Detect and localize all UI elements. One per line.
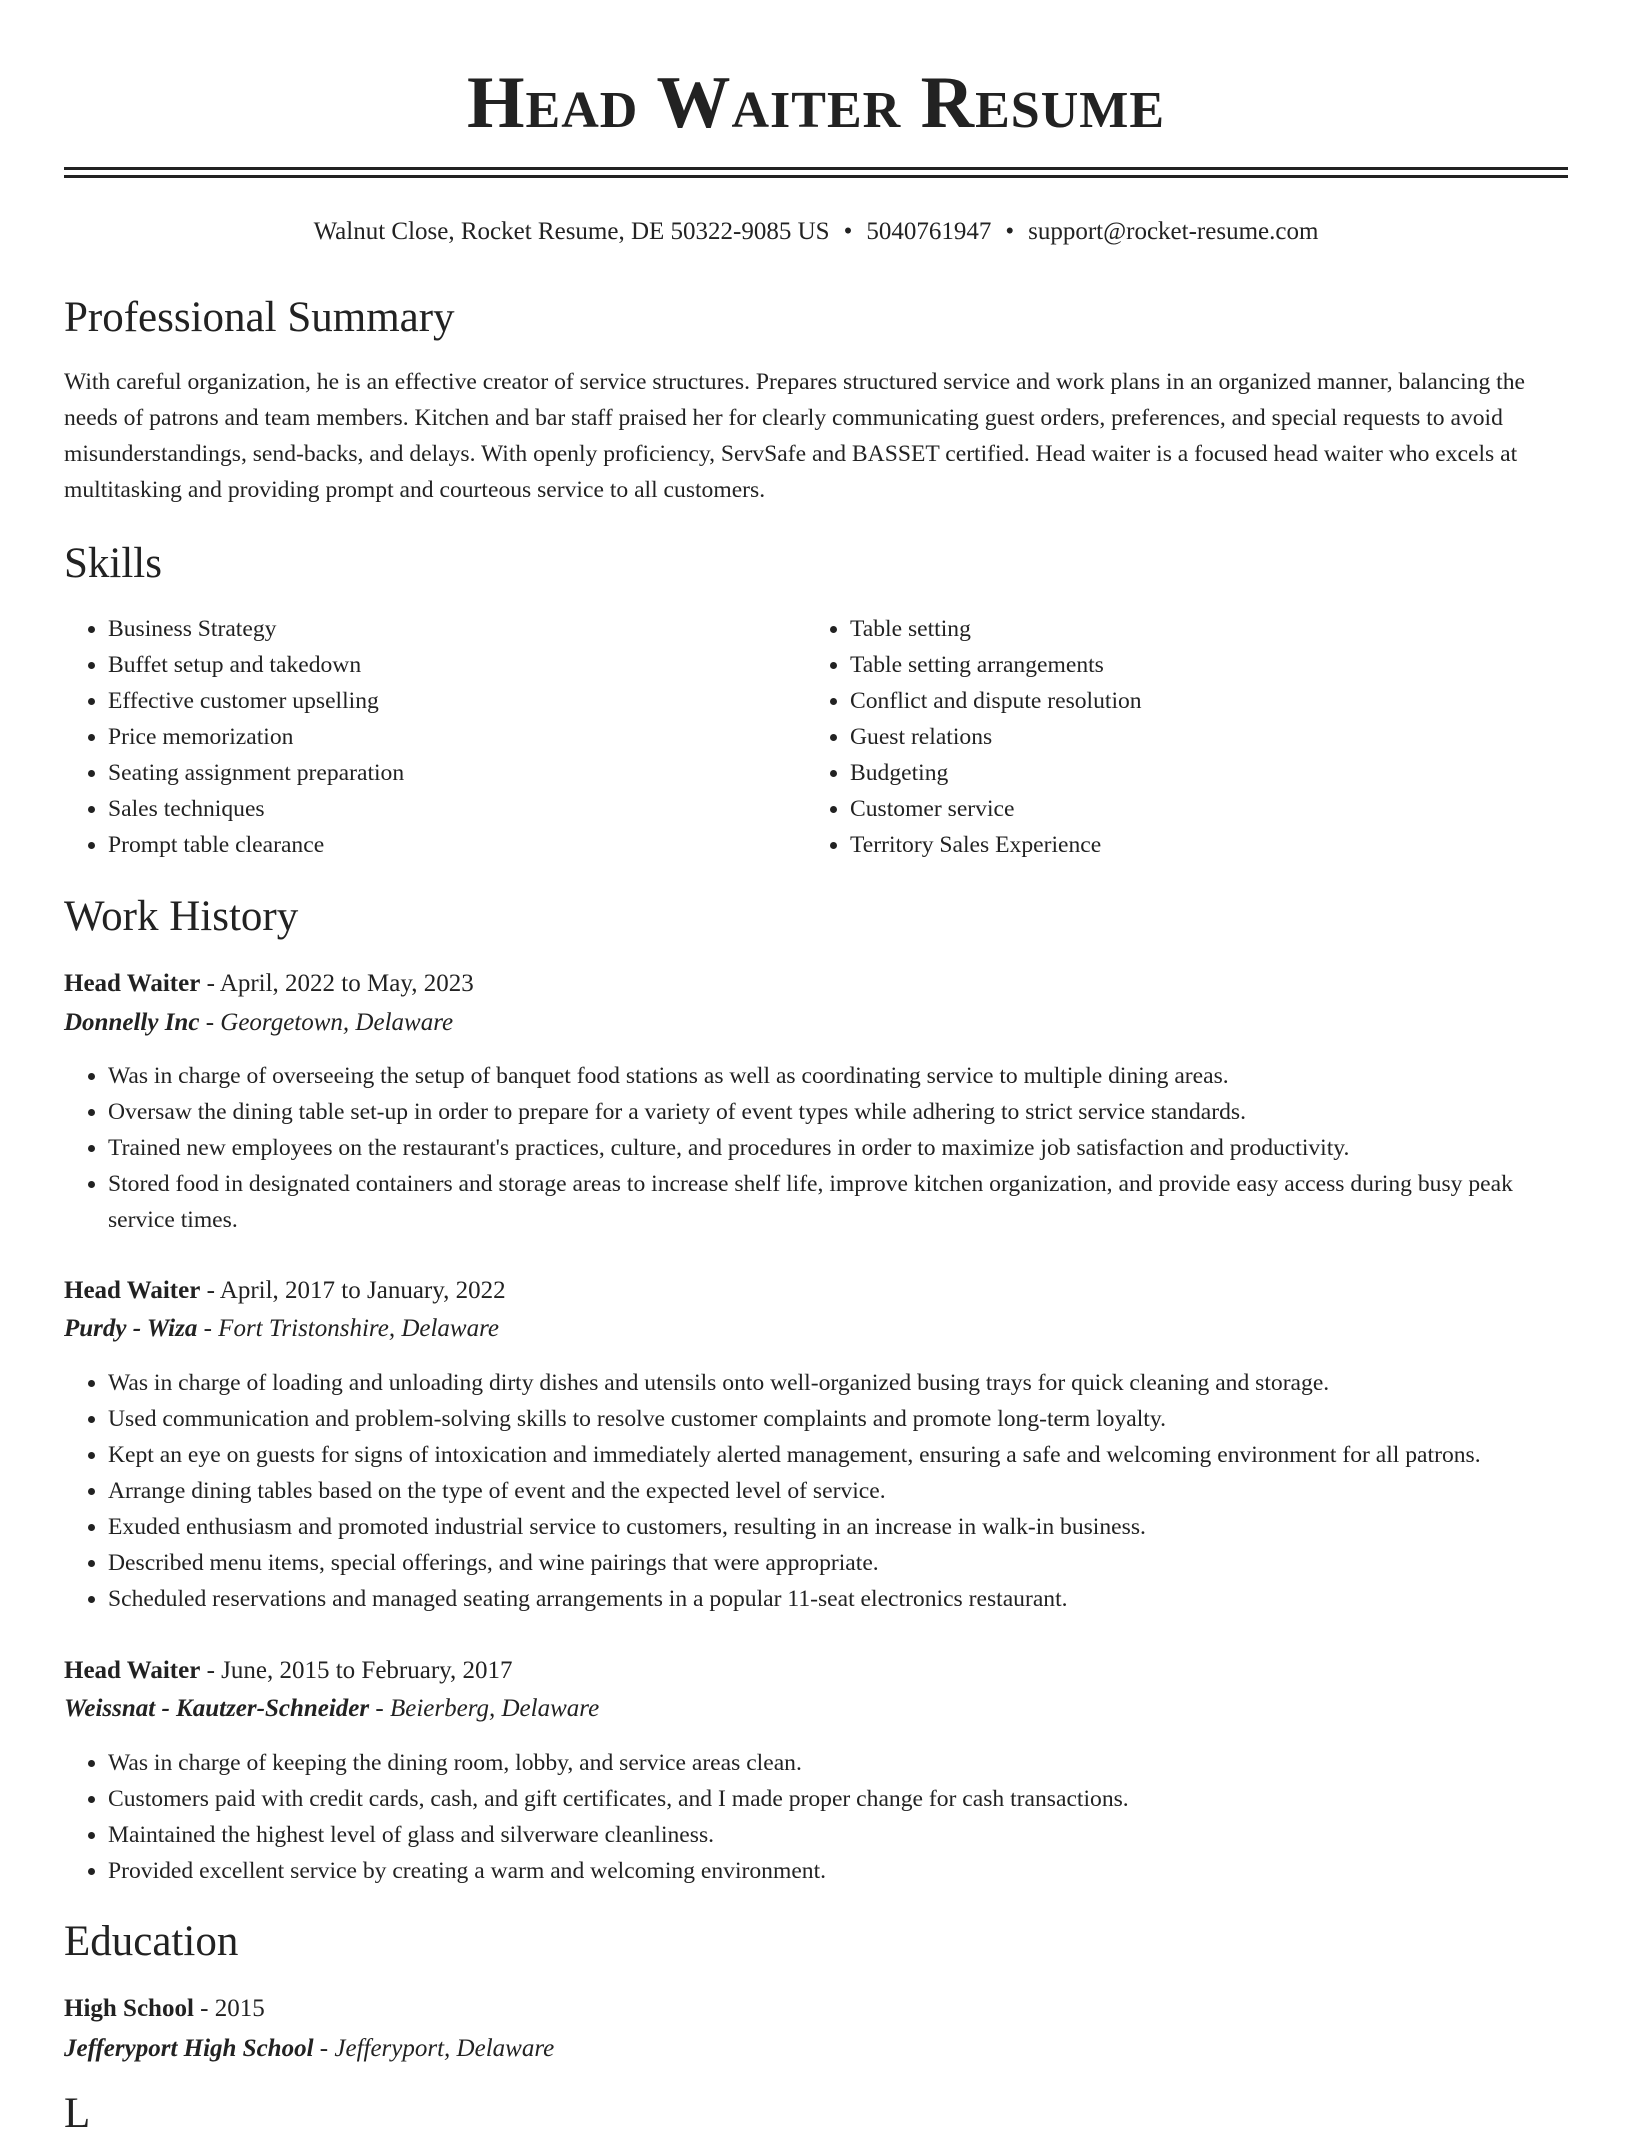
job-company: Donnelly Inc <box>64 1009 200 1036</box>
job-bullet: • Was in charge of keeping the dining room, lobby, and service areas clean. <box>108 1745 1568 1781</box>
job-bullet: • Was in charge of loading and unloading dirty dishes and utensils onto well-organized busing trays for quick cleaning and storage. <box>108 1365 1568 1401</box>
contact-address: Walnut Close, Rocket Resume, DE 50322-9085 US <box>313 218 830 245</box>
job-location: - Fort Tristonshire, Delaware <box>197 1315 499 1342</box>
contact-line <box>64 212 1568 252</box>
skill-item: • Customer service <box>850 791 1550 827</box>
skills-heading: Skills <box>64 540 162 587</box>
job-title: Head Waiter <box>64 970 201 997</box>
title-rule-top <box>64 167 1568 170</box>
skill-item: • Seating assignment preparation <box>108 755 798 791</box>
skill-item: • Business Strategy <box>108 611 798 647</box>
skill-item: • Sales techniques <box>108 791 798 827</box>
education-degree-line <box>64 1989 265 2029</box>
job-bullet: • Was in charge of overseeing the setup of banquet food stations as well as coordinating service to multiple dining areas. <box>108 1058 1568 1094</box>
job-company: Weissnat - Kautzer-Schneider <box>64 1695 370 1722</box>
job-bullet: • Customers paid with credit cards, cash, and gift certificates, and I made proper change for cash transactions. <box>108 1781 1568 1817</box>
next-section-heading: L <box>64 2090 91 2137</box>
job-title-line <box>64 1271 506 1311</box>
skill-item: • Table setting arrangements <box>850 647 1550 683</box>
job-title-line <box>64 964 474 1004</box>
job-company-line <box>64 1689 599 1729</box>
job-title: Head Waiter <box>64 1277 201 1304</box>
skill-item: • Prompt table clearance <box>108 827 798 863</box>
skill-item: • Buffet setup and takedown <box>108 647 798 683</box>
job-bullet: • Arrange dining tables based on the type of event and the expected level of service. <box>108 1473 1568 1509</box>
job-title: Head Waiter <box>64 1657 201 1684</box>
job-dates: - June, 2015 to February, 2017 <box>200 1657 513 1684</box>
job-bullet: • Stored food in designated containers and storage areas to increase shelf life, improve kitchen organization, and provide easy access during busy peak service times. <box>108 1166 1568 1238</box>
education-heading: Education <box>64 1918 239 1965</box>
job-bullet: • Described menu items, special offerings, and wine pairings that were appropriate. <box>108 1545 1568 1581</box>
contact-email: support@rocket-resume.com <box>1028 218 1319 245</box>
job-title-line <box>64 1651 513 1691</box>
contact-separator: • <box>1005 218 1015 245</box>
job-bullet: • Used communication and problem-solving skills to resolve customer complaints and promote long-term loyalty. <box>108 1401 1568 1437</box>
education-location: - Jefferyport, Delaware <box>313 2035 555 2062</box>
job-bullet: • Trained new employees on the restaurant's practices, culture, and procedures in order to maximize job satisfaction and productivity. <box>108 1130 1568 1166</box>
title-rule-bottom <box>64 175 1568 178</box>
summary-heading: Professional Summary <box>64 294 455 341</box>
education-school-line <box>64 2029 554 2069</box>
job-location: - Georgetown, Delaware <box>199 1009 454 1036</box>
job-dates: - April, 2017 to January, 2022 <box>200 1277 506 1304</box>
job-company-line <box>64 1003 453 1043</box>
job-bullets <box>64 1745 1568 1889</box>
job-company-line <box>64 1309 499 1349</box>
skill-item: • Conflict and dispute resolution <box>850 683 1550 719</box>
job-bullet: • Oversaw the dining table set-up in order to prepare for a variety of event types while adhering to strict service standards. <box>108 1094 1568 1130</box>
work-heading: Work History <box>64 893 299 940</box>
skill-item: • Price memorization <box>108 719 798 755</box>
job-location: - Beierberg, Delaware <box>369 1695 600 1722</box>
job-dates: - April, 2022 to May, 2023 <box>200 970 474 997</box>
job-bullets <box>64 1365 1568 1617</box>
skill-item: • Territory Sales Experience <box>850 827 1550 863</box>
job-company: Purdy - Wiza <box>64 1315 198 1342</box>
skills-list-left <box>64 611 798 863</box>
job-bullets <box>64 1058 1568 1238</box>
education-degree: High School <box>64 1995 194 2022</box>
contact-phone: 5040761947 <box>866 218 992 245</box>
skill-item: • Guest relations <box>850 719 1550 755</box>
skill-item: • Effective customer upselling <box>108 683 798 719</box>
job-bullet: • Maintained the highest level of glass and silverware cleanliness. <box>108 1817 1568 1853</box>
job-bullet: • Exuded enthusiasm and promoted industrial service to customers, resulting in an increase in walk-in business. <box>108 1509 1568 1545</box>
resume-title: Head Waiter Resume <box>466 62 1166 144</box>
job-bullet: • Kept an eye on guests for signs of intoxication and immediately alerted management, ensuring a safe and welcoming environment for all patrons. <box>108 1437 1568 1473</box>
skills-list-right <box>806 611 1550 863</box>
skill-item: • Table setting <box>850 611 1550 647</box>
education-year: - 2015 <box>193 1995 265 2022</box>
job-bullet: • Provided excellent service by creating a warm and welcoming environment. <box>108 1853 1568 1889</box>
job-bullet: • Scheduled reservations and managed seating arrangements in a popular 11-seat electronics restaurant. <box>108 1581 1568 1617</box>
contact-separator: • <box>843 218 853 245</box>
education-school: Jefferyport High School <box>64 2035 314 2062</box>
skill-item: • Budgeting <box>850 755 1550 791</box>
summary-text: With careful organization, he is an effective creator of service structures. Prepares structured service and work plans in an organized manner, balancing the needs of patrons and team members. Kitchen and bar staff praised her for clearly communicating guest orders, preferences, and special requests to avoid misunderstandings, send-backs, and delays. With openly proficiency, ServSafe and BASSET certified. Head waiter is a focused head waiter who excels at multitasking and providing prompt and courteous service to all customers. <box>64 369 1525 503</box>
